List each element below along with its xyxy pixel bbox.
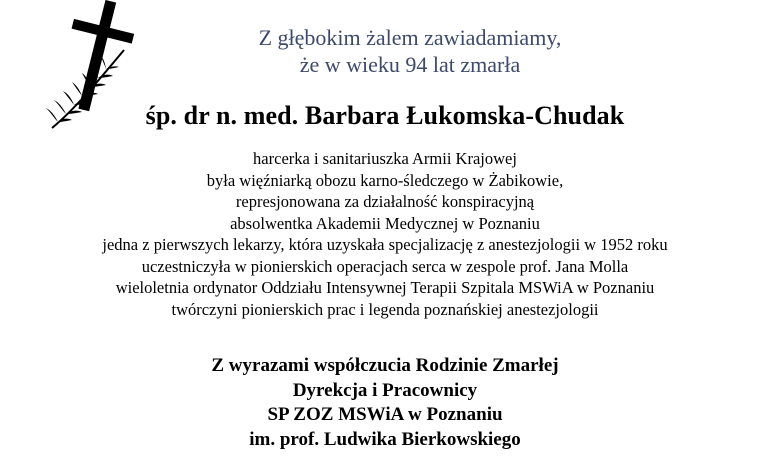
intro-line-1: Z głębokim żalem zawiadamiamy,	[258, 25, 562, 50]
bio-line: jedna z pierwszych lekarzy, która uzyskała specjalizację z anestezjologii w 1952 roku	[102, 235, 668, 254]
signature-line: Z wyrazami współczucia Rodzinie Zmarłej	[211, 355, 559, 376]
signature-line: SP ZOZ MSWiA w Poznaniu	[267, 404, 503, 425]
bio-line: była więźniarką obozu karno-śledczego w Żabikowie,	[206, 170, 564, 190]
bio-line: uczestniczyła w pionierskich operacjach serca w zespole prof. Jana Molla	[141, 256, 629, 276]
bio-line: harcerka i sanitariuszka Armii Krajowej	[253, 149, 517, 168]
bio-line: represjonowana za działalność konspiracyjną	[235, 192, 535, 211]
intro-line-2: że w wieku 94 lat zmarła	[299, 52, 521, 77]
deceased-name: śp. dr n. med. Barbara Łukomska-Chudak	[145, 101, 625, 130]
biography	[0, 148, 770, 320]
bio-line: wieloletnia ordynator Oddziału Intensywnej Terapii Szpitala MSWiA w Poznaniu	[115, 278, 655, 297]
bio-line: twórczyni pionierskich prac i legenda poznańskiej anestezjologii	[171, 299, 599, 319]
signature-block	[0, 354, 770, 452]
bio-line: absolwentka Akademii Medycznej w Poznaniu	[230, 213, 540, 233]
signature-line: Dyrekcja i Pracownicy	[292, 379, 478, 401]
signature-line: im. prof. Ludwika Bierkowskiego	[249, 428, 521, 450]
